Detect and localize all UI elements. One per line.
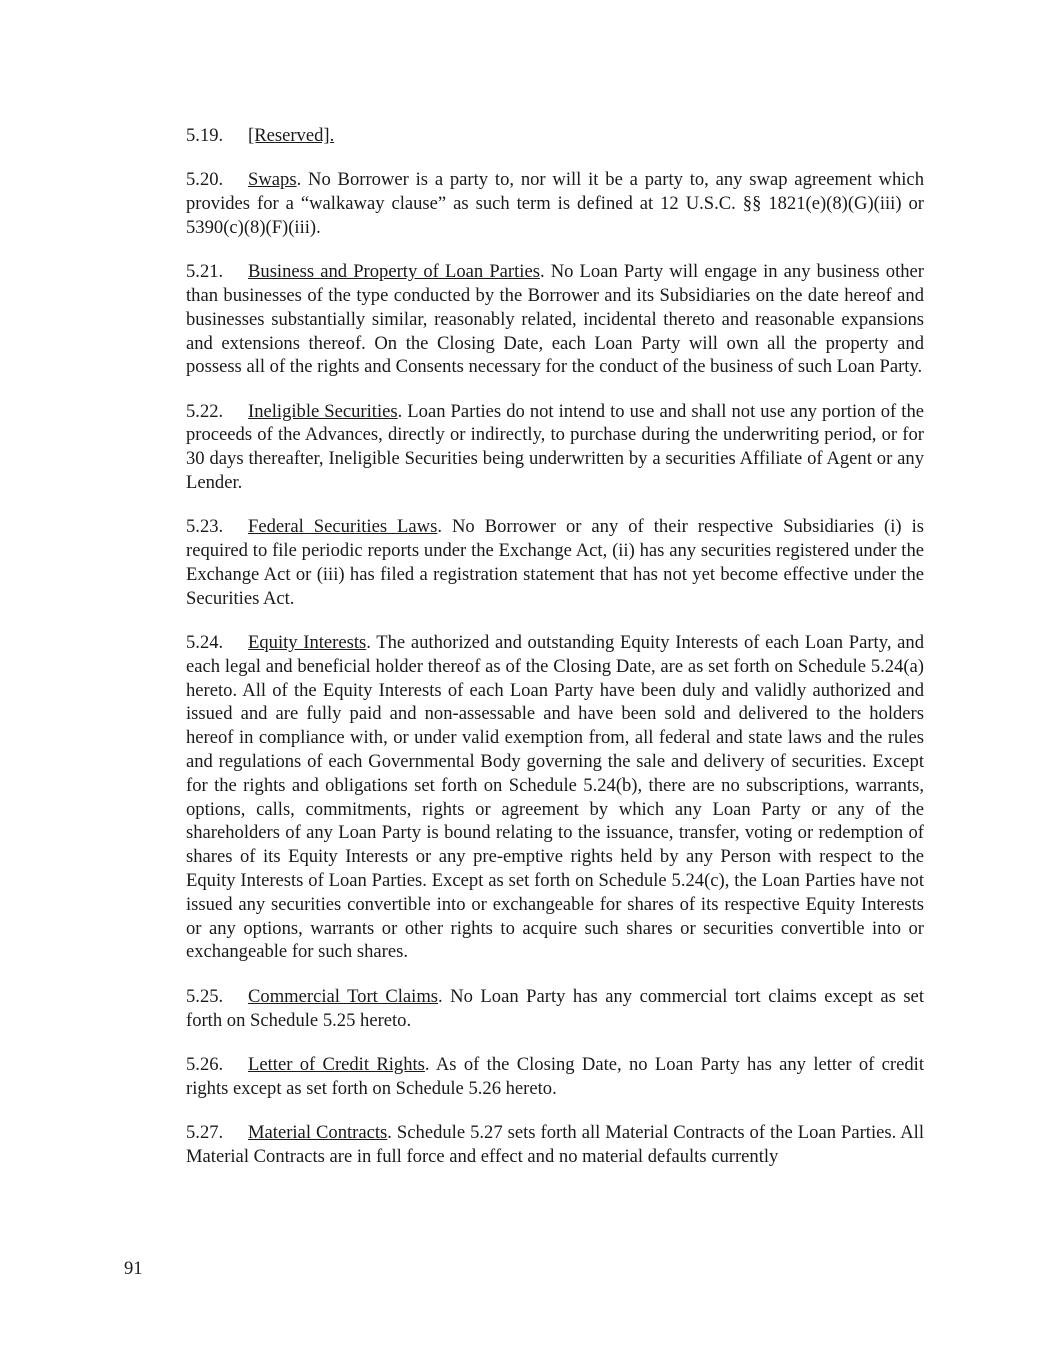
section-5-21 — [124, 260, 924, 379]
section-heading: Material Contracts — [248, 1121, 388, 1143]
section-number: 5.21. — [186, 261, 224, 283]
section-number: 5.25. — [186, 985, 224, 1007]
section-number: 5.22. — [186, 400, 224, 422]
section-5-24 — [124, 631, 924, 964]
section-body: . No Loan Party will engage in any business other than businesses of the type conducted by the Borrower and its Subsidiaries on the date hereof and businesses substantially similar, reasonably related, incidental thereto and reasonable expansions and extensions thereof. On the Closing Date, each Loan Party will own all the property and possess all of the rights and Consents necessary for the conduct of the business of such Loan Party. — [186, 261, 924, 378]
section-body: . No Borrower or any of their respective Subsidiaries (i) is required to file periodic reports under the Exchange Act, (ii) has any securities registered under the Exchange Act or (iii) has filed a registration statement that has not yet become effective under the Securities Act. — [186, 516, 924, 609]
section-heading: Swaps — [248, 169, 297, 191]
section-5-19 — [124, 124, 924, 148]
section-5-23 — [124, 515, 924, 610]
section-body: . No Borrower is a party to, nor will it be a party to, any swap agreement which provides for a “walkaway clause” as such term is defined at 12 U.S.C. §§ 1821(e)(8)(G)(iii) or 5390(c)(8)(F)(iii). — [186, 169, 924, 238]
section-5-27 — [124, 1121, 924, 1169]
page-number: 91 — [124, 1258, 143, 1279]
section-heading: Letter of Credit Rights — [248, 1053, 425, 1075]
section-body: . Schedule 5.27 sets forth all Material Contracts of the Loan Parties. All Material Contracts are in full force and effect and no material defaults currently — [186, 1121, 925, 1167]
section-heading: Federal Securities Laws — [248, 516, 438, 538]
section-5-26 — [124, 1053, 924, 1101]
section-5-22 — [124, 400, 924, 495]
section-number: 5.27. — [186, 1121, 224, 1143]
section-heading: Business and Property of Loan Parties — [248, 261, 540, 283]
section-body: . Loan Parties do not intend to use and shall not use any portion of the proceeds of the Advances, directly or indirectly, to purchase during the underwriting period, or for 30 days thereafter, Ineligible Securities being underwritten by a securities Affiliate of Agent or any Lender. — [186, 400, 924, 494]
section-heading: Ineligible Securities — [248, 400, 398, 422]
section-body: . The authorized and outstanding Equity Interests of each Loan Party, and each legal and beneficial holder thereof as of the Closing Date, are as set forth on Schedule 5.24(a) hereto. All of the Equity Interests of each Loan Party have been duly and validly authorized and issued and are fully paid and non-assessable and have been sold and delivered to the holders hereof in compliance with, or under valid exemption from, all federal and state laws and the rules and regulations of each Governmental Body governing the sale and delivery of securities. Except for the rights and obligations set forth on Schedule 5.24(b), there are no subscriptions, warrants, options, calls, commitments, rights or agreement by which any Loan Party or any of the shareholders of any Loan Party is bound relating to the issuance, transfer, voting or redemption of shares of its Equity Interests or any pre-emptive rights held by any Person with respect to the Equity Interests of Loan Parties. Except as set forth on Schedule 5.24(c), the Loan Parties have not issued any securities convertible into or exchangeable for shares of its respective Equity Interests or any options, warrants or other rights to acquire such shares or securities convertible into or exchangeable for such shares. — [186, 632, 925, 963]
section-5-25 — [124, 985, 924, 1033]
section-number: 5.19. — [186, 125, 224, 146]
section-heading: Equity Interests — [248, 632, 367, 654]
section-body: . As of the Closing Date, no Loan Party has any letter of credit rights except as set forth on Schedule 5.26 hereto. — [186, 1053, 924, 1099]
section-number: 5.24. — [186, 632, 224, 654]
section-number: 5.26. — [186, 1053, 224, 1075]
section-heading: Commercial Tort Claims — [248, 985, 439, 1007]
section-number: 5.23. — [186, 516, 224, 538]
section-heading: [Reserved]. — [248, 125, 335, 146]
section-5-20 — [124, 168, 924, 239]
section-number: 5.20. — [186, 169, 224, 191]
document-page — [124, 124, 924, 1189]
section-body: . No Loan Party has any commercial tort claims except as set forth on Schedule 5.25 hereto. — [186, 985, 924, 1031]
